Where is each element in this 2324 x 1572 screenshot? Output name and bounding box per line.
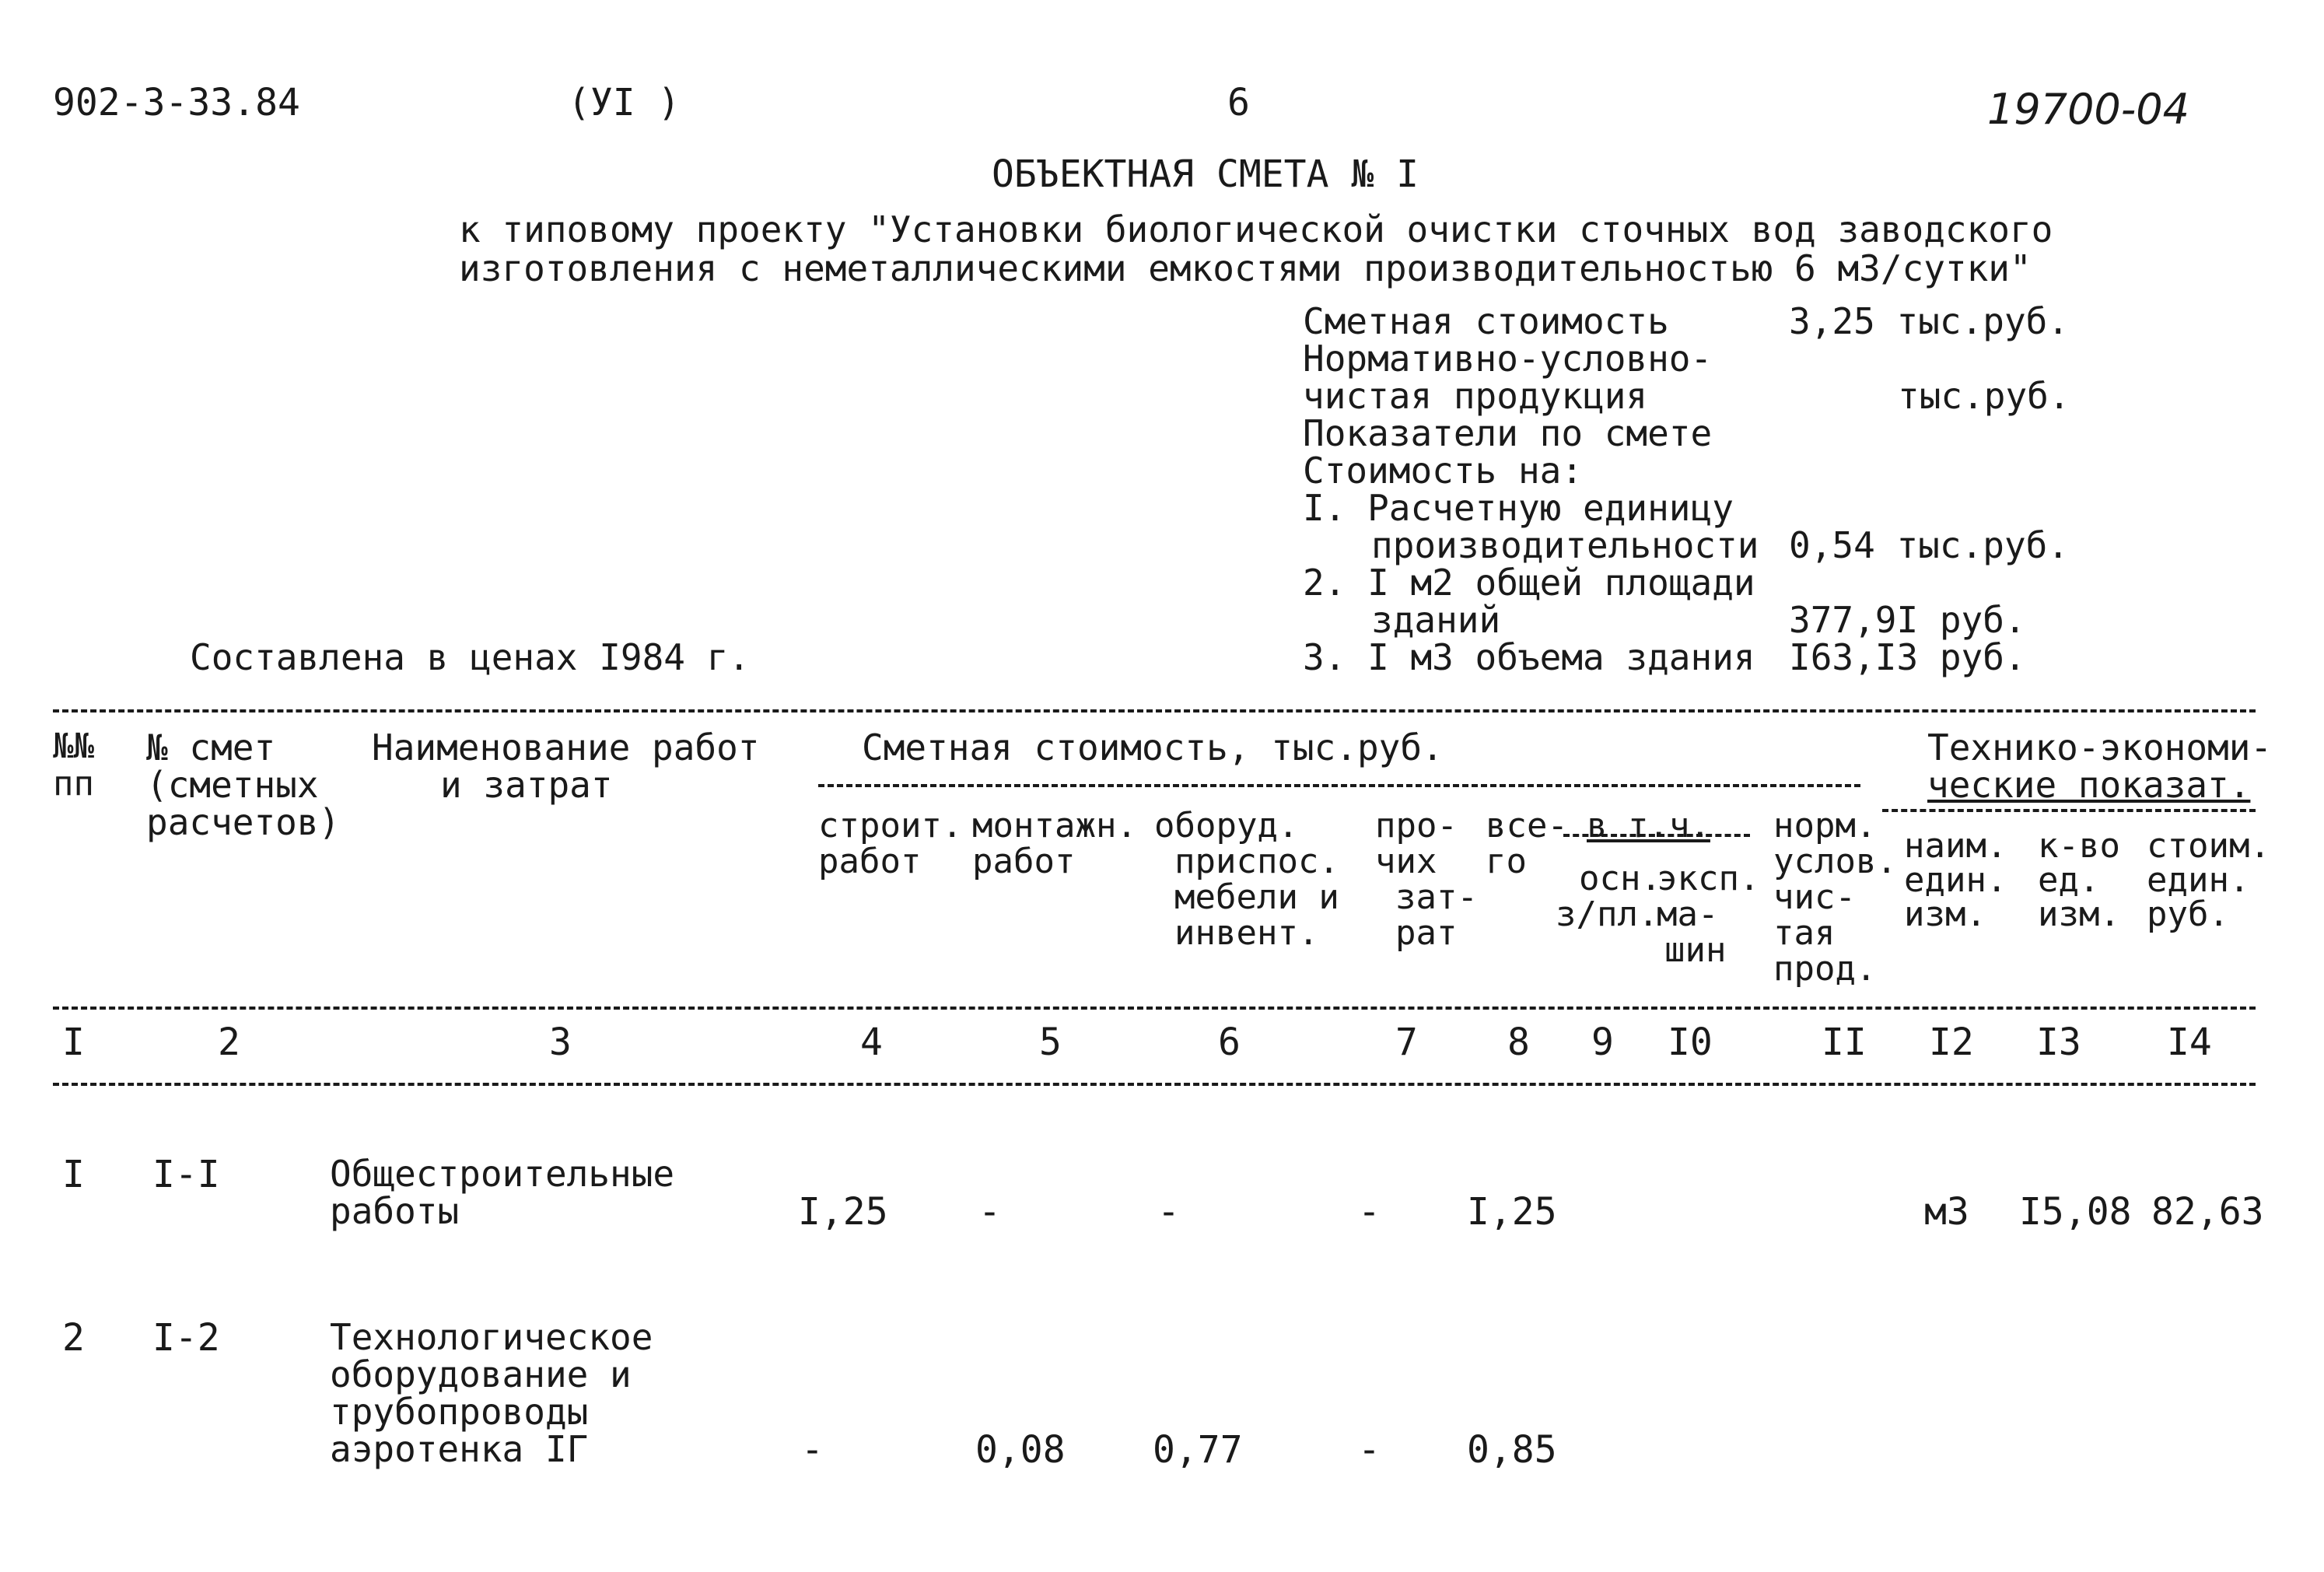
norm-label-2: чистая продукция [1303,375,1648,417]
installation-cost: 0,08 [975,1428,1066,1472]
other-cost: - [1358,1190,1381,1234]
item2-line2: зданий [1371,599,1501,641]
column-number: 9 [1591,1021,1614,1064]
work-name-line2: оборудование и [330,1353,632,1395]
row-number: I [62,1153,85,1196]
norm-label-1: Нормативно-условно- [1303,338,1713,380]
item1-line1: I. Расчетную единицу [1303,487,1734,529]
item2-value: 377,9I руб. [1789,599,2026,641]
col12-header-line1: наим. [1904,826,2007,866]
incl-group-rule [1563,834,1750,837]
column-number: 5 [1039,1021,1062,1064]
col13-header-line3: изм. [2038,895,2120,934]
work-name-line4: аэротенка IГ [330,1428,589,1470]
col14-header-line1: стоим. [2147,826,2270,866]
col9-header-line1: осн. [1579,859,1661,898]
estimate-number: I-I [152,1153,220,1196]
incl-group-header: в т.ч. [1587,806,1710,846]
subtitle-line-2: изготовления с неметаллическими емкостями производительностью 6 м3/сутки" [459,247,2032,289]
col14-header-line2: един. [2147,860,2250,900]
col12-header-line3: изм. [1904,895,1986,934]
total-cost: I,25 [1467,1190,1557,1234]
unit-name: м3 [1924,1190,1969,1234]
cost-per-label: Стоимость на: [1303,450,1584,492]
column-number: I [62,1021,85,1064]
col10-header-line2: ма- [1657,895,1719,934]
work-name-line1: Общестроительные [330,1153,675,1195]
price-basis: Составлена в ценах I984 г. [190,636,751,678]
col2-header-line1: № смет [146,726,276,768]
column-number: I4 [2167,1021,2212,1064]
page-title: ОБЪЕКТНАЯ СМЕТА № I [992,152,1419,196]
item2-line1: 2. I м2 общей площади [1303,562,1755,604]
col11-header-line2: услов. [1773,842,1897,881]
column-numbers-bottom-rule [53,1083,2256,1086]
col6-header-line4: инвент. [1174,913,1319,953]
col11-header-line5: прод. [1773,949,1877,989]
col2-header-line2: (сметных [146,764,319,806]
col13-header-line2: ед. [2038,860,2100,900]
doc-number: 19700-04 [1987,85,2189,134]
col11-header-line1: норм. [1773,806,1877,846]
col1-header-line1: №№ [53,726,94,766]
col7-header-line2: чих [1375,842,1437,881]
subtitle-line-1: к типовому проекту "Установки биологической очистки сточных вод заводского [459,208,2053,250]
column-number: II [1822,1021,1867,1064]
col5-header-line2: работ [972,842,1076,881]
column-number: I0 [1668,1021,1713,1064]
col4-header-line2: работ [818,842,922,881]
col6-header-line1: оборуд. [1154,806,1299,846]
col8-header-line1: все- [1486,806,1568,846]
item1-line2: производительности [1371,524,1759,566]
column-number: 7 [1395,1021,1418,1064]
table-top-rule [53,709,2256,712]
tech-group-header-line2: ческие показат. [1927,764,2251,806]
row-number: 2 [62,1316,85,1360]
installation-cost: - [978,1190,1001,1234]
column-number: 8 [1507,1021,1530,1064]
col14-header-line3: руб. [2147,895,2229,934]
column-number: 2 [218,1021,240,1064]
col7-header-line4: рат [1395,913,1458,953]
cost-group-header: Сметная стоимость, тыс.руб. [862,726,1444,768]
volume-label: (УI ) [568,81,681,124]
col6-header-line2: приспос. [1174,842,1339,881]
column-number: I2 [1929,1021,1974,1064]
unit-cost: 82,63 [2151,1190,2264,1234]
col2-header-line3: расчетов) [146,801,341,843]
total-cost: 0,85 [1467,1428,1557,1472]
column-number: I3 [2036,1021,2081,1064]
column-numbers-top-rule [53,1007,2256,1010]
equipment-cost: 0,77 [1153,1428,1243,1472]
work-name-line2: работы [330,1190,460,1232]
col11-header-line3: чис- [1773,877,1856,917]
column-number: 3 [549,1021,572,1064]
indicators-label: Показатели по смете [1303,412,1713,454]
cost-label: Сметная стоимость [1303,300,1669,342]
column-number: 4 [860,1021,883,1064]
col6-header-line3: мебели и [1174,877,1339,917]
col7-header-line1: про- [1375,806,1458,846]
work-name-line1: Технологическое [330,1316,653,1358]
norm-value: тыс.руб. [1898,375,2070,417]
item3-value: I63,I3 руб. [1789,636,2026,678]
col12-header-line2: един. [1904,860,2007,900]
item3-line: 3. I м3 объема здания [1303,636,1755,678]
page-number: 6 [1227,81,1250,124]
col3-header-line2: и затрат [440,764,613,806]
estimate-number: I-2 [152,1316,220,1360]
tech-group-header-line1: Технико-экономи- [1927,726,2273,768]
tech-group-rule [1882,809,2256,812]
unit-quantity: I5,08 [2019,1190,2132,1234]
col8-header-line2: го [1486,842,1527,881]
column-number: 6 [1218,1021,1241,1064]
col11-header-line4: тая [1773,913,1836,953]
col4-header-line1: строит. [818,806,963,846]
construction-cost: I,25 [798,1190,888,1234]
construction-cost: - [801,1428,824,1472]
cost-value: 3,25 тыс.руб. [1789,300,2070,342]
col13-header-line1: к-во [2038,826,2120,866]
item1-value: 0,54 тыс.руб. [1789,524,2070,566]
col9-header-line2: з/пл. [1556,895,1659,934]
equipment-cost: - [1157,1190,1180,1234]
col3-header-line1: Наименование работ [372,726,760,768]
work-name-line3: трубопроводы [330,1391,589,1433]
other-cost: - [1358,1428,1381,1472]
col1-header-line2: пп [53,764,94,804]
project-code: 902-3-33.84 [53,81,300,124]
col7-header-line3: зат- [1395,877,1478,917]
col10-header-line1: эксп. [1657,859,1760,898]
col10-header-line3: шин [1664,930,1727,970]
cost-group-rule [818,784,1860,787]
col5-header-line1: монтажн. [972,806,1137,846]
